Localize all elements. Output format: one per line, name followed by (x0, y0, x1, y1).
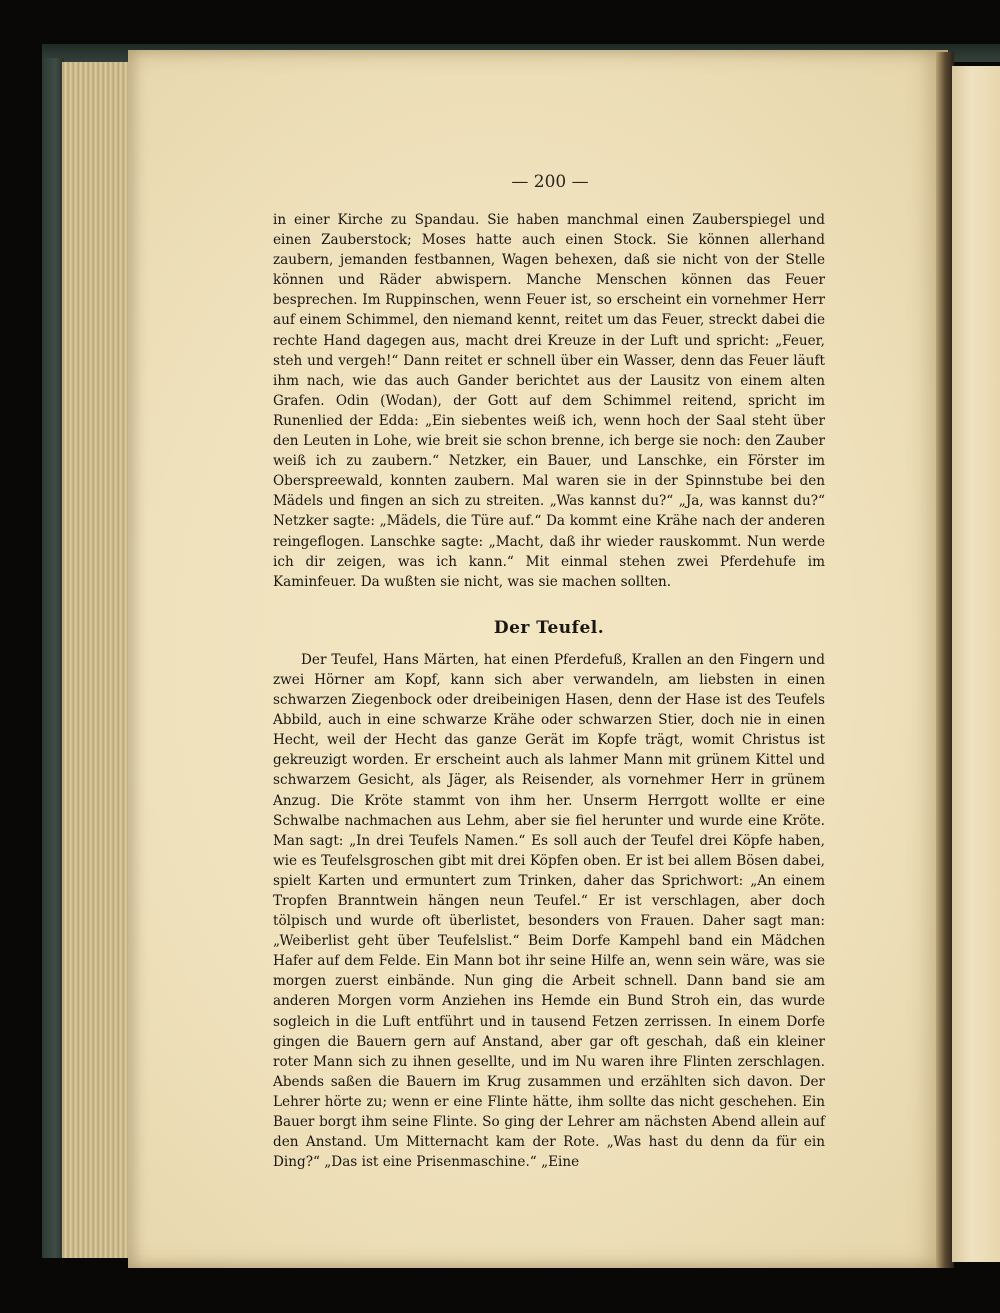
facing-page-edge (952, 66, 1000, 1262)
paragraph-continuation (273, 210, 825, 592)
paragraph-teufel (273, 650, 825, 1172)
page-body (273, 210, 825, 1172)
page-number: — 200 — (511, 172, 589, 192)
book-cover-left (42, 58, 64, 1258)
paragraph-1: in einer Kirche zu Spandau. Sie haben manchmal einen Zauberspiegel und einen Zauberstock; Moses hatte auch einen Stock. Sie können allerhand zaubern, jemanden festbannen, Wagen behexen, daß sie nicht von der Stelle können und Räder abwispern. Manche Menschen können das Feuer besprechen. Im Ruppinschen, wenn Feuer ist, so erscheint ein vornehmer Herr auf einem Schimmel, den niemand kennt, reitet um das Feuer, streckt dabei die rechte Hand dagegen aus, macht drei Kreuze in der Luft und spricht: „Feuer, steh und vergeh!“ Dann reitet er schnell über ein Wasser, denn das Feuer läuft ihm nach, wie das auch Gander berichtet aus der Lausitz von einem alten Grafen. Odin (Wodan), der Gott auf dem Schimmel reitend, spricht im Runenlied der Edda: „Ein siebentes weiß ich, wenn hoch der Saal steht über den Leuten in Lohe, wie breit sie schon brenne, ich berge sie noch: den Zauber weiß ich zu zaubern.“ Netzker, ein Bauer, und Lanschke, ein Förster im Oberspreewald, konnten zaubern. Mal waren sie in der Spinnstube bei den Mädels und fingen an sich zu streiten. „Was kannst du?“ „Ja, was kannst du?“ Netzker sagte: „Mädels, die Türe auf.“ Da kommt eine Krähe nach der anderen reingeflogen. Lanschke sagte: „Macht, daß ihr wieder rauskommt. Nun werde ich dir zeigen, was ich kann.“ Mit einmal stehen zwei Pferdehufe im Kaminfeuer. Da wußten sie nicht, was sie machen sollten. (273, 212, 825, 590)
page-edges (62, 62, 132, 1258)
paragraph-2: Der Teufel, Hans Märten, hat einen Pferdefuß, Krallen an den Fingern und zwei Hörner am Kopf, kann sich aber verwandeln, am liebsten in einen schwarzen Ziegenbock oder dreibeinigen Hasen, denn der Hase ist des Teufels Abbild, auch in eine schwarze Krähe oder schwarzen Stier, doch nie in einen Hecht, weil der Hecht das ganze Gerät im Kopfe trägt, womit Christus ist gekreuzigt worden. Er erscheint auch als lahmer Mann mit grünem Kittel und schwarzem Gesicht, als Jäger, als Reisender, als vornehmer Herr in grünem Anzug. Die Kröte stammt von ihm her. Unserm Herrgott wollte er eine Schwalbe nachmachen aus Lehm, aber sie fiel herunter und wurde eine Kröte. Man sagt: „In drei Teufels Namen.“ Es soll auch der Teufel drei Köpfe haben, wie es Teufelsgroschen gibt mit drei Köpfen oben. Er ist bei allem Bösen dabei, spielt Karten und ermuntert zum Trinken, daher das Sprichwort: „An einem Tropfen Branntwein hängen neun Teufel.“ Er ist verschlagen, aber doch tölpisch und wurde oft überlistet, besonders von Frauen. Daher sagt man: „Weiberlist geht über Teufelslist.“ Beim Dorfe Kampehl band ein Mädchen Hafer auf dem Felde. Ein Mann bot ihr seine Hilfe an, wenn sein wäre, was sie morgen zuerst einbände. Nun ging die Arbeit schnell. Dann band sie am anderen Morgen vorm Anziehen ins Hemde ein Bund Stroh ein, das wurde sogleich in die Luft entführt und in tausend Fetzen zerrissen. In einem Dorfe gingen die Bauern gern auf Anstand, aber gar oft geschah, daß ein kleiner roter Mann sich zu ihnen gesellte, und im Nu waren ihre Flinten zerschlagen. Abends saßen die Bauern im Krug zusammen und erzählten sich davon. Der Lehrer hörte zu; wenn er eine Flinte hätte, ihm sollte das nicht geschehen. Ein Bauer borgt ihm seine Flinte. So ging der Lehrer am nächsten Abend allein auf den Anstand. Um Mitternacht kam der Rote. „Was hast du denn da für ein Ding?“ „Das ist eine Prisenmaschine.“ „Eine (273, 651, 825, 1171)
section-heading: Der Teufel. (493, 617, 605, 638)
